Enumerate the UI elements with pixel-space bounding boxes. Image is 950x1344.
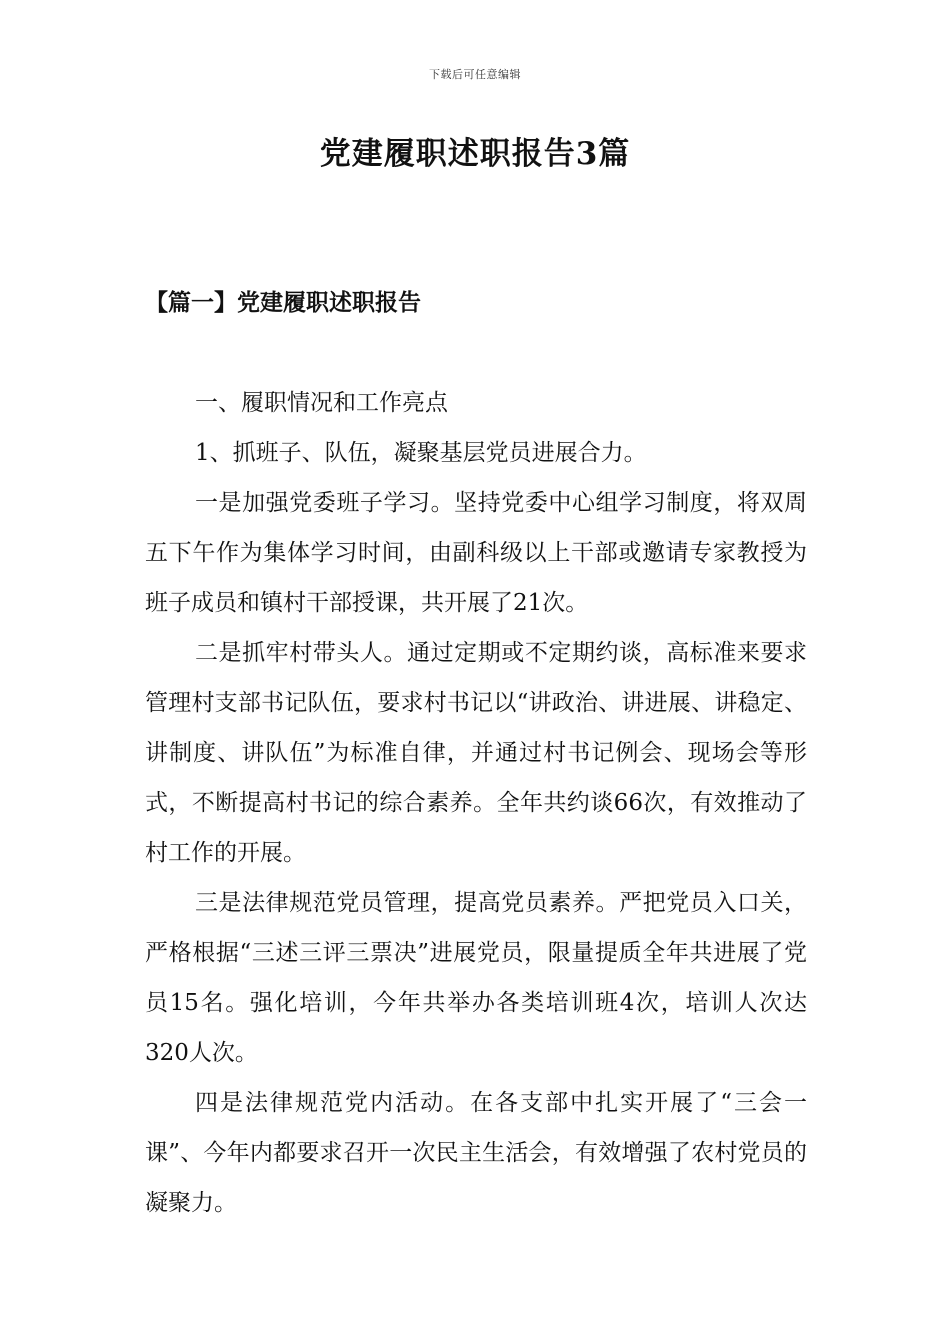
paragraph: 一是加强党委班子学习。坚持党委中心组学习制度，将双周五下午作为集体学习时间，由副科级以上干部或邀请专家教授为班子成员和镇村干部授课，共开展了21次。 <box>145 490 807 616</box>
header-note: 下载后可任意编辑 <box>429 68 521 81</box>
document-body <box>145 378 807 1228</box>
document-title: 党建履职述职报告3篇 <box>319 136 631 172</box>
paragraph: 三是法律规范党员管理，提高党员素养。严把党员入口关，严格根据“三述三评三票决”进展党员，限量提质全年共进展了党员15名。强化培训，今年共举办各类培训班4次，培训人次达320人次。 <box>145 890 807 1066</box>
paragraph-subheading: 1、抓班子、队伍，凝聚基层党员进展合力。 <box>195 440 647 466</box>
section-title: 【篇一】党建履职述职报告 <box>145 289 421 316</box>
paragraph: 四是法律规范党内活动。在各支部中扎实开展了“三会一课”、今年内都要求召开一次民主生活会，有效增强了农村党员的凝聚力。 <box>145 1090 807 1216</box>
paragraph-heading: 一、履职情况和工作亮点 <box>195 390 448 416</box>
paragraph: 二是抓牢村带头人。通过定期或不定期约谈，高标准来要求管理村支部书记队伍，要求村书记以“讲政治、讲进展、讲稳定、讲制度、讲队伍”为标准自律，并通过村书记例会、现场会等形式，不断提高村书记的综合素养。全年共约谈66次，有效推动了村工作的开展。 <box>145 640 807 866</box>
